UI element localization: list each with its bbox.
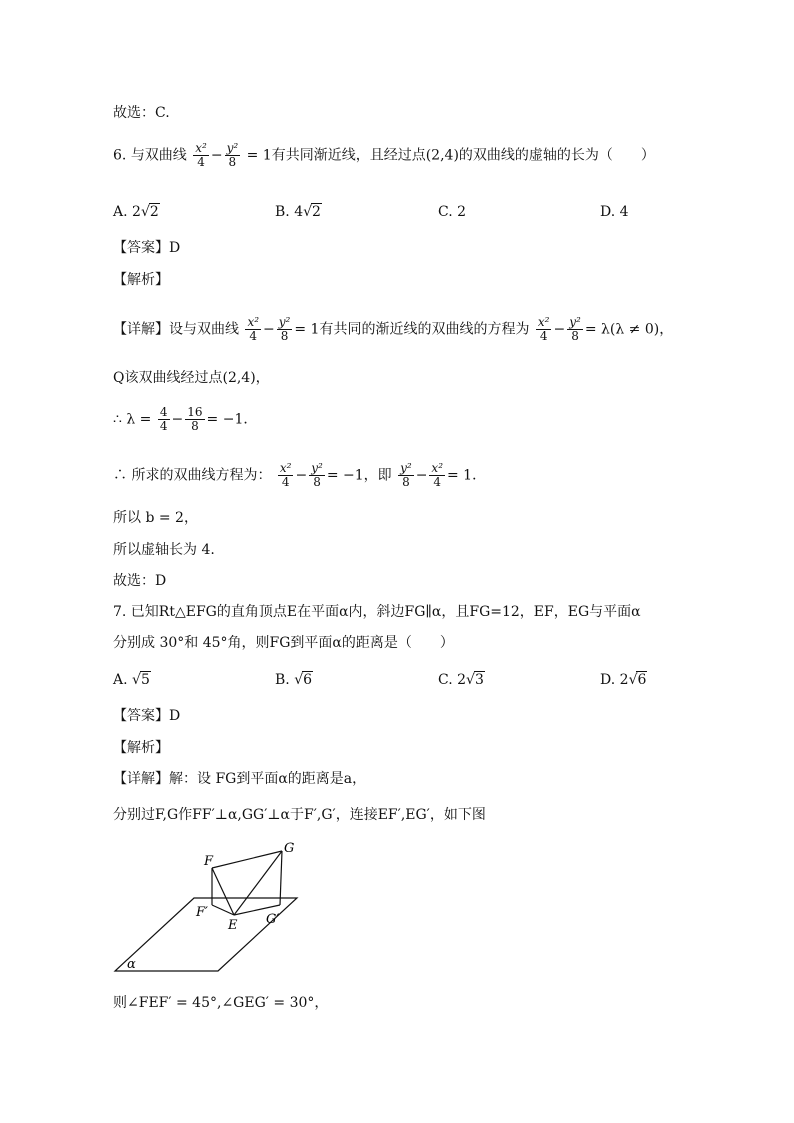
q7-option-c: C. 2√3	[438, 672, 484, 688]
q6-step2: ∴ λ = $\frac{4}{4}$ − $\frac{16}{8}$ = −1．	[113, 405, 258, 433]
q6-option-c: C. 2	[438, 204, 467, 220]
label-e: E	[228, 918, 238, 933]
q6-eq: = 1	[246, 147, 272, 164]
q6-step2-frac1: $\frac{4}{4}$	[159, 405, 168, 433]
q6-conclusion: 故选：D	[113, 573, 167, 589]
edge-fe	[212, 868, 234, 915]
q7-angles: 则∠FEF′ = 45°,∠GEG′ = 30°，	[113, 995, 329, 1011]
q6-step3-frac-x: $\frac{\text{x²}}{4}$	[279, 461, 292, 489]
q6-number: 6.	[113, 147, 127, 164]
q7-answer: 【答案】D	[113, 708, 181, 724]
q6-answer: 【答案】D	[113, 240, 181, 256]
q6-stem: 6. 与双曲线 $\frac{\text{x²}}{4}$ − $\frac{\text{y²}}{8}$ = 1有共同渐近线，且经过点(2,4)的双曲线的虚轴的长为（ ）	[113, 141, 655, 169]
q6-step2-frac2: $\frac{16}{8}$	[187, 405, 203, 433]
q6-option-d: D. 4	[600, 204, 629, 220]
q7-option-d: D. 2√6	[600, 672, 647, 688]
label-fp: F′	[196, 905, 208, 920]
q7-detail: 【详解】解：设 FG到平面α的距离是a，	[113, 771, 367, 787]
q6-option-b: B. 4√2	[275, 204, 321, 220]
label-g: G	[284, 841, 295, 856]
q6-step3-frac-y2: $\frac{\text{y²}}{8}$	[400, 461, 412, 489]
q6-detail-frac-x: $\frac{\text{x²}}{4}$	[247, 315, 260, 343]
q7-construct: 分别过F,G作FF′⊥α,GG′⊥α于F′,G′，连接EF′,EG′，如下图	[113, 807, 486, 823]
q7-line2: 分别成 30°和 45°角，则FG到平面α的距离是（ ）	[113, 635, 454, 651]
q6-step3-frac-y: $\frac{\text{y²}}{8}$	[311, 461, 323, 489]
q6-step1: Q该双曲线经过点(2,4)，	[113, 370, 270, 386]
q6-stem-b: 有共同渐近线，且经过点	[271, 147, 426, 164]
q6-stem-a: 与双曲线	[130, 147, 187, 164]
q7-analysis: 【解析】	[113, 740, 169, 756]
q6-option-a: A. 2√2	[113, 204, 159, 220]
q7-option-a: A. √5	[113, 672, 150, 688]
q6-analysis: 【解析】	[113, 272, 169, 288]
label-alpha: α	[127, 957, 136, 972]
q6-detail-frac-y2: $\frac{\text{y²}}{8}$	[569, 315, 581, 343]
q6-detail: 【详解】设与双曲线 $\frac{\text{x²}}{4}$ − $\frac{\text{y²}}{8}$ = 1有共同的渐近线的双曲线的方程为 $\frac{\text{x²}}{4}$ − $\frac{\text{y²}}{8}$ = λ(λ ≠ 0)，	[113, 315, 674, 343]
edge-fpe	[212, 905, 234, 915]
prev-conclusion: 故选：C.	[113, 105, 170, 121]
q6-stem-c: 的双曲线的虚轴的长为（ ）	[458, 147, 655, 164]
q7-line1: 7. 已知Rt△EFG的直角顶点E在平面α内，斜边FG∥α，且FG=12，EF，EG与平面α	[113, 604, 641, 620]
q6-step4: 所以 b = 2，	[113, 510, 198, 526]
label-f: F	[204, 854, 214, 869]
q6-frac-y: $\frac{\text{y²}}{8}$	[226, 141, 239, 169]
q6-point: (2,4)	[425, 147, 459, 164]
q6-detail-frac-y: $\frac{\text{y²}}{8}$	[278, 315, 291, 343]
q6-step3-frac-x2: $\frac{\text{x²}}{4}$	[431, 461, 443, 489]
q6-step5: 所以虚轴长为 4.	[113, 542, 215, 558]
q6-detail-frac-x2: $\frac{\text{x²}}{4}$	[537, 315, 550, 343]
edge-ggp	[280, 851, 282, 905]
q7-figure	[110, 835, 310, 980]
q6-step3: ∴ 所求的双曲线方程为： $\frac{\text{x²}}{4}$ − $\frac{\text{y²}}{8}$ = −1，即 $\frac{\text{y²}}{8}$ − $\frac{\text{x²}}{4}$ = 1．	[113, 461, 487, 489]
q6-frac-x: $\frac{\text{x²}}{4}$	[195, 141, 207, 169]
q7-option-b: B. √6	[275, 672, 313, 688]
label-gp: G′	[266, 912, 280, 927]
